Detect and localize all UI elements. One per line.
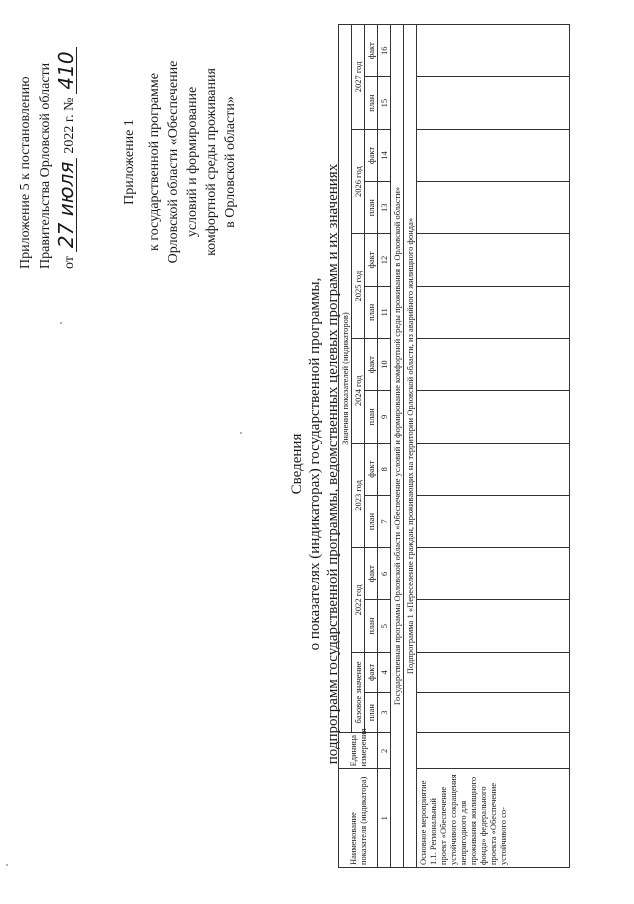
appendix-5-line-1: Приложение 5 к постановлению [18, 76, 33, 269]
column-number: 11 [378, 286, 391, 338]
header-fact: факт [365, 338, 378, 390]
table-cell [417, 733, 570, 769]
heading-line-2: о показателях (индикаторах) государственной программы, [307, 277, 323, 651]
table-cell [417, 129, 570, 181]
indicators-table [338, 24, 570, 868]
appendix-1-line: Орловской области «Обеспечение [166, 60, 181, 264]
table-cell [417, 286, 570, 338]
header-plan: план [365, 391, 378, 443]
table-cell [417, 495, 570, 547]
header-name-column: Наименование показателя (индикатора) [339, 769, 378, 868]
header-values: Значения показателей (индикаторов) [339, 25, 352, 733]
column-number-row [378, 25, 391, 868]
scan-speck [6, 864, 8, 866]
header-plan: план [365, 495, 378, 547]
table-cell [417, 234, 570, 286]
table-cell [417, 25, 570, 77]
header-plan: план [365, 77, 378, 129]
program-title: Государственная программа Орловской области «Обеспечение условий и формирование комфортной среды проживания в Орловской области» [391, 25, 404, 868]
header-fact: факт [365, 234, 378, 286]
column-number: 1 [378, 769, 391, 868]
column-number: 16 [378, 25, 391, 77]
header-plan: план [365, 286, 378, 338]
heading-title: Сведения [289, 433, 305, 495]
document-heading [288, 84, 342, 844]
column-number: 7 [378, 495, 391, 547]
header-fact: факт [365, 548, 378, 600]
subprogram-row [404, 25, 417, 868]
column-number: 9 [378, 391, 391, 443]
date-prefix: от [62, 256, 77, 269]
table-cell [417, 391, 570, 443]
column-number: 10 [378, 338, 391, 390]
header-year: 2024 год [352, 338, 365, 443]
header-year: 2022 год [352, 548, 365, 653]
column-number: 6 [378, 548, 391, 600]
header-year: 2023 год [352, 443, 365, 548]
header-plan: план [365, 182, 378, 234]
column-number: 3 [378, 692, 391, 732]
table-cell [417, 338, 570, 390]
column-number: 15 [378, 77, 391, 129]
appendix-1-block [120, 32, 240, 292]
appendix-1-line: в Орловской области» [223, 96, 238, 228]
header-fact: факт [365, 129, 378, 181]
header-year: 2027 год [352, 25, 365, 130]
header-year: 2025 год [352, 234, 365, 339]
subprogram-title: Подпрограмма 1 «Переселение граждан, проживающих на территории Орловской области, из аварийного жилищного фонда» [404, 25, 417, 868]
appendix-5-line-2: Правительства Орловской области [38, 62, 53, 269]
table-cell [417, 443, 570, 495]
appendix-1-title: Приложение 1 [122, 119, 137, 205]
column-number: 4 [378, 652, 391, 692]
resolution-year: 2022 г. № [62, 97, 77, 154]
column-number: 2 [378, 733, 391, 769]
header-base-value: базовое значение [352, 652, 365, 732]
table-row [417, 25, 570, 868]
header-unit-column: Единица измерения [339, 733, 378, 769]
table-cell [417, 548, 570, 600]
column-number: 12 [378, 234, 391, 286]
header-plan: план [365, 692, 378, 732]
header-year: 2026 год [352, 129, 365, 234]
table-cell [417, 77, 570, 129]
appendix-1-line: комфортной среды проживания [204, 68, 219, 256]
heading-line-3: подпрограмм государственной программы, ведомственных целевых программ и их значениях [325, 163, 341, 765]
column-number: 8 [378, 443, 391, 495]
program-row [391, 25, 404, 868]
column-number: 13 [378, 182, 391, 234]
appendix-1-line: к государственной программе [147, 73, 162, 251]
header-fact: факт [365, 652, 378, 692]
header-row-1 [339, 25, 352, 868]
header-plan: план [365, 600, 378, 652]
scan-speck [60, 322, 62, 324]
handwritten-number: 410 [56, 47, 77, 93]
table-cell [417, 600, 570, 652]
appendix-5-block [16, 14, 80, 269]
table-cell [417, 652, 570, 692]
column-number: 14 [378, 129, 391, 181]
header-fact: факт [365, 443, 378, 495]
appendix-1-line: условий и формирование [185, 86, 200, 238]
handwritten-date: 27 июля [56, 158, 77, 252]
table-cell [417, 692, 570, 732]
scan-speck [240, 432, 242, 434]
column-number: 5 [378, 600, 391, 652]
event-description: Основное мероприятие 1.1. Региональный проект «Обеспечение устойчивого сокращения непригодного для проживания жилищного фонда» федерального проекта «Обеспечение устойчивого со- [417, 769, 570, 868]
table-cell [417, 182, 570, 234]
header-fact: факт [365, 25, 378, 77]
resolution-date-line [56, 14, 80, 269]
